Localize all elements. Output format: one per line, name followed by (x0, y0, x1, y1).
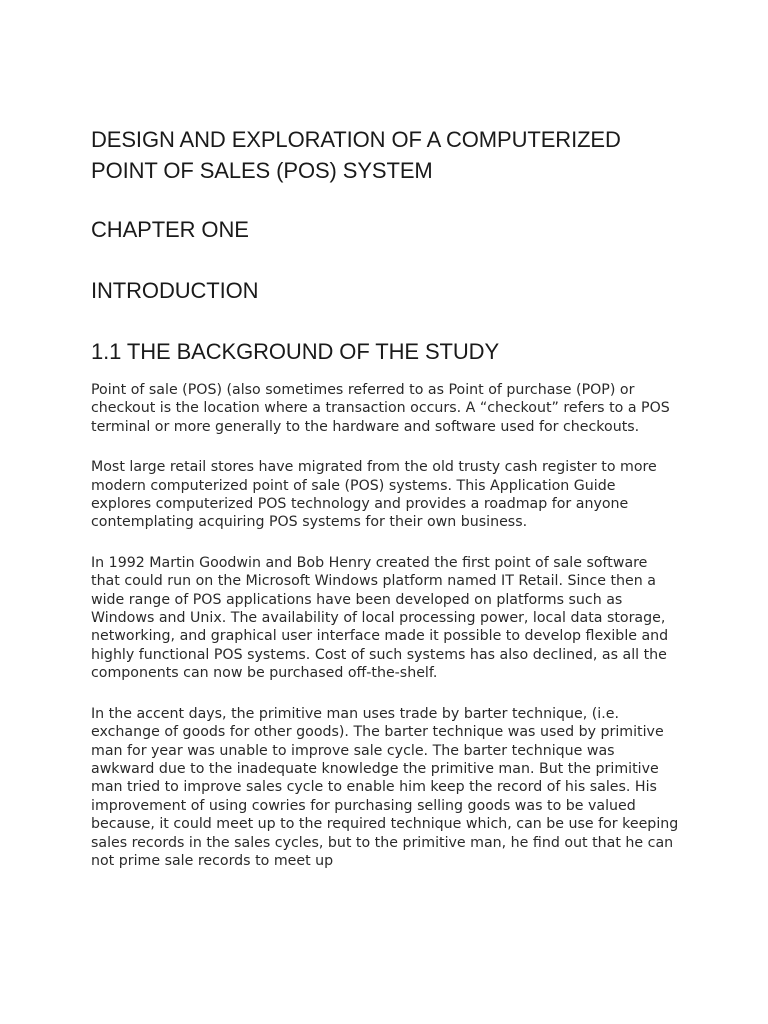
paragraph-4: In the accent days, the primitive man uses trade by barter technique, (i.e. exchange of goods for other goods). The barter technique was used by primitive man for year was unable to improve sale cycle. The barter technique was awkward due to the inadequate knowledge the primitive man. But the primitive man tried to improve sales cycle to enable him keep the record of his sales. His improvement of using cowries for purchasing selling goods was to be valued because, it could meet up to the required technique which, can be use for keeping sales records in the sales cycles, but to the primitive man, he find out that he can not prime sale records to meet up (91, 705, 679, 869)
paragraph-2: Most large retail stores have migrated from the old trusty cash register to more modern computerized point of sale (POS) systems. This Application Guide explores computerized POS technology and provides a roadmap for anyone contemplating acquiring POS systems for their own business. (91, 459, 657, 531)
chapter-heading: CHAPTER ONE (91, 217, 249, 242)
introduction-heading: INTRODUCTION (91, 278, 259, 303)
document-title (91, 124, 679, 186)
paragraph-1: Point of sale (POS) (also sometimes referred to as Point of purchase (POP) or checkout is the location where a transaction occurs. A “checkout” refers to a POS terminal or more generally to the hardware and software used for checkouts. (91, 382, 670, 435)
title-line-2: POINT OF SALES (POS) SYSTEM (91, 158, 433, 183)
title-line-1: DESIGN AND EXPLORATION OF A COMPUTERIZED (91, 127, 621, 152)
document-content (91, 124, 679, 870)
section-heading: 1.1 THE BACKGROUND OF THE STUDY (91, 339, 500, 364)
paragraph-3: In 1992 Martin Goodwin and Bob Henry created the first point of sale software that could run on the Microsoft Windows platform named IT Retail. Since then a wide range of POS applications have been developed on platforms such as Windows and Unix. The availability of local processing power, local data storage, networking, and graphical user interface made it possible to develop flexible and highly functional POS systems. Cost of such systems has also declined, as all the components can now be purchased off-the-shelf. (91, 554, 669, 682)
